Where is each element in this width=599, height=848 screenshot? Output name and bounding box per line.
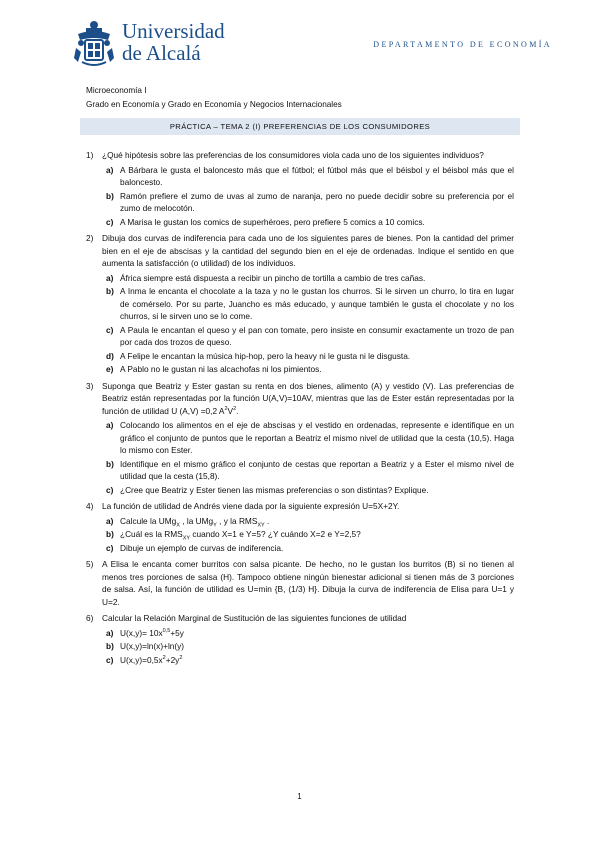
question-number: 6): [86, 613, 94, 623]
degree-names: Grado en Economía y Grado en Economía y Negocios Internacionales: [86, 100, 342, 109]
question-2: [86, 232, 514, 376]
question-6: [86, 612, 514, 666]
sub-label: c): [106, 654, 114, 665]
sub-question: [102, 515, 514, 528]
sub-label: b): [106, 458, 114, 469]
superscript: 0,5: [162, 627, 171, 634]
text-fragment: U(x,y)= 10x: [120, 627, 163, 638]
superscript: 2: [224, 405, 228, 412]
question-text: Calcular la Relación Marginal de Sustitución de las siguientes funciones de utilidad: [102, 613, 407, 623]
practice-title: PRÁCTICA – TEMA 2 (I) PREFERENCIAS DE LOS CONSUMIDORES: [169, 122, 431, 131]
sub-question-text: Dibuje un ejemplo de curvas de indiferencia.: [120, 542, 284, 553]
question-text: La función de utilidad de Andrés viene dada por la siguiente expresión U=5X+2Y.: [102, 501, 400, 511]
sub-question-text: A Marisa le gustan los comics de superhéroes, pero prefiere 5 comics a 10 comics.: [120, 216, 425, 227]
question-5: [86, 558, 514, 608]
question-3: [86, 380, 514, 497]
text-fragment: V: [227, 405, 234, 416]
sub-label: b): [106, 190, 114, 201]
text-fragment: cuando X=1 e Y=5? ¿Y cuándo X=2 e Y=2,5?: [190, 529, 361, 539]
sub-question-text: U(x,y)=ln(x)+ln(y): [120, 641, 185, 651]
text-fragment: ¿Cuál es la RMS: [120, 529, 183, 539]
question-text: ¿Qué hipótesis sobre las preferencias de los consumidores viola cada uno de los siguientes individuos?: [102, 150, 484, 160]
text-fragment: U(x,y)=0,5x: [120, 654, 163, 665]
text-fragment: Calcule la UMg: [120, 515, 177, 526]
sub-label: a): [106, 420, 114, 430]
subscript: X: [176, 522, 180, 529]
practice-title-bar: [80, 118, 520, 135]
sub-label: b): [106, 286, 114, 296]
question-number: 3): [86, 380, 94, 391]
sub-question-text: ¿Cree que Beatriz y Ester tienen las mismas preferencias o son distintas? Explique.: [120, 484, 429, 495]
sub-question: [102, 350, 514, 363]
sub-question: [102, 164, 514, 189]
sub-label: a): [106, 515, 114, 526]
subscript: XY: [182, 535, 191, 542]
sub-label: d): [106, 350, 114, 361]
sub-label: c): [106, 542, 114, 553]
question-text: A Elisa le encanta comer burritos con salsa picante. De hecho, no le gustan los burritos (B) si no tienen al menos tres porciones de salsa (H). Tampoco obtiene ningún bienestar adicional si tienen más de 3 porciones de salsa. Así, la función de utilidad es U=min {B, (1/3) H}. Dibuja la curva de indiferencia de Elisa para U=1 y U=2.: [102, 559, 514, 607]
text-fragment: +2y: [165, 654, 180, 665]
sub-label: b): [106, 529, 114, 539]
questions-list: [86, 149, 514, 666]
subscript: Y: [213, 522, 217, 529]
question-number: 1): [86, 150, 94, 160]
sub-question-text: Ramón prefiere el zumo de uvas al zumo de naranja, pero no puede decidir sobre su preferencia por el zumo de melocotón.: [120, 190, 514, 213]
sub-question: [102, 484, 514, 497]
question-1: [86, 149, 514, 228]
sub-question: [102, 528, 514, 541]
sub-question: [102, 654, 514, 667]
sub-question: [102, 272, 514, 285]
sub-label: b): [106, 641, 114, 651]
department-name: DEPARTAMENTO DE ECONOMÍA: [373, 40, 552, 49]
sub-question: [102, 363, 514, 376]
sub-question-text: África siempre está dispuesta a recibir un pincho de tortilla a cambio de tres cañas.: [120, 272, 426, 283]
university-crest-icon: [72, 18, 116, 68]
sub-question-text: A Inma le encanta el chocolate a la taza y no le gustan los churros. Si le sirven un churro, lo tira en lugar de comérselo. Por su parte, Juancho es más educado, y aunque también le gusta el chocolate y no los churros, si le sirven uno se lo come.: [120, 286, 514, 321]
sub-label: c): [106, 324, 114, 335]
text-fragment: .: [236, 405, 239, 416]
page-number: 1: [297, 792, 302, 801]
question-text: [102, 380, 514, 418]
text-fragment: , la UMg: [179, 515, 214, 526]
superscript: 2: [233, 405, 237, 412]
page-header: [72, 18, 552, 74]
university-name: [122, 20, 225, 64]
course-name: Microeconomía I: [86, 86, 147, 95]
sub-question: [102, 640, 514, 653]
university-name-line1: Universidad: [122, 19, 225, 43]
sub-question-text: Colocando los alimentos en el eje de abscisas y el vestido en ordenadas, represente e identifique en un gráfico el conjunto de puntos que le reportan a Beatriz el mismo nivel de utilidad que la cesta (10,5). Haga lo mismo con Ester.: [120, 420, 514, 455]
university-name-line2: de Alcalá: [122, 41, 201, 65]
question-number: 4): [86, 501, 94, 511]
question-4: [86, 500, 514, 554]
sub-question-text: A Felipe le encantan la música hip-hop, pero la heavy ni le gusta ni le disgusta.: [120, 350, 411, 361]
sub-question-text: A Bárbara le gusta el baloncesto más que el fútbol; el fútbol más que el béisbol y el béisbol más que el baloncesto.: [120, 164, 514, 187]
sub-question: [102, 458, 514, 483]
sub-question: [102, 542, 514, 555]
question-text: Dibuja dos curvas de indiferencia para cada uno de los siguientes pares de bienes. Pon la cantidad del primer bien en el eje de abscisas y la cantidad del segundo bien en el eje de ordenadas. Indique el sentido en que aumenta la satisfacción (o utilidad) de los individuos.: [102, 233, 514, 268]
subscript: XY: [257, 522, 265, 529]
course-info: [86, 84, 342, 112]
sub-question: [102, 216, 514, 229]
sub-label: e): [106, 364, 114, 374]
sub-question: [102, 627, 514, 640]
sub-question: [102, 419, 514, 457]
sub-label: c): [106, 216, 114, 227]
sub-label: a): [106, 164, 114, 175]
question-number: 2): [86, 233, 94, 243]
sub-label: c): [106, 484, 114, 495]
text-fragment: .: [264, 515, 270, 526]
sub-question: [102, 324, 514, 349]
text-fragment: +5y: [170, 627, 184, 638]
text-fragment: , y la RMS: [216, 515, 258, 526]
sub-label: a): [106, 627, 114, 638]
sub-question-text: A Pablo no le gustan ni las alcachofas ni los pimientos.: [120, 364, 322, 374]
question-number: 5): [86, 559, 94, 569]
sub-question: [102, 285, 514, 323]
sub-question: [102, 190, 514, 215]
superscript: 2: [179, 654, 183, 661]
text-fragment: Suponga que Beatriz y Ester gastan su renta en dos bienes, alimento (A) y vestido (V). Las preferencias de Beatriz están representadas por la función U(A,V)=10AV, mientras que las de Ester están representadas por la función de utilidad U (A,V) =0,2 A: [102, 380, 514, 416]
sub-question-text: A Paula le encantan el queso y el pan con tomate, pero insiste en consumir exactamente un trozo de pan por cada dos trozos de queso.: [120, 324, 514, 347]
sub-question-text: Identifique en el mismo gráfico el conjunto de cestas que reportan a Beatriz y a Ester el mismo nivel de utilidad que la cesta (15,8).: [120, 458, 514, 481]
superscript: 2: [162, 654, 166, 661]
sub-label: a): [106, 272, 114, 283]
